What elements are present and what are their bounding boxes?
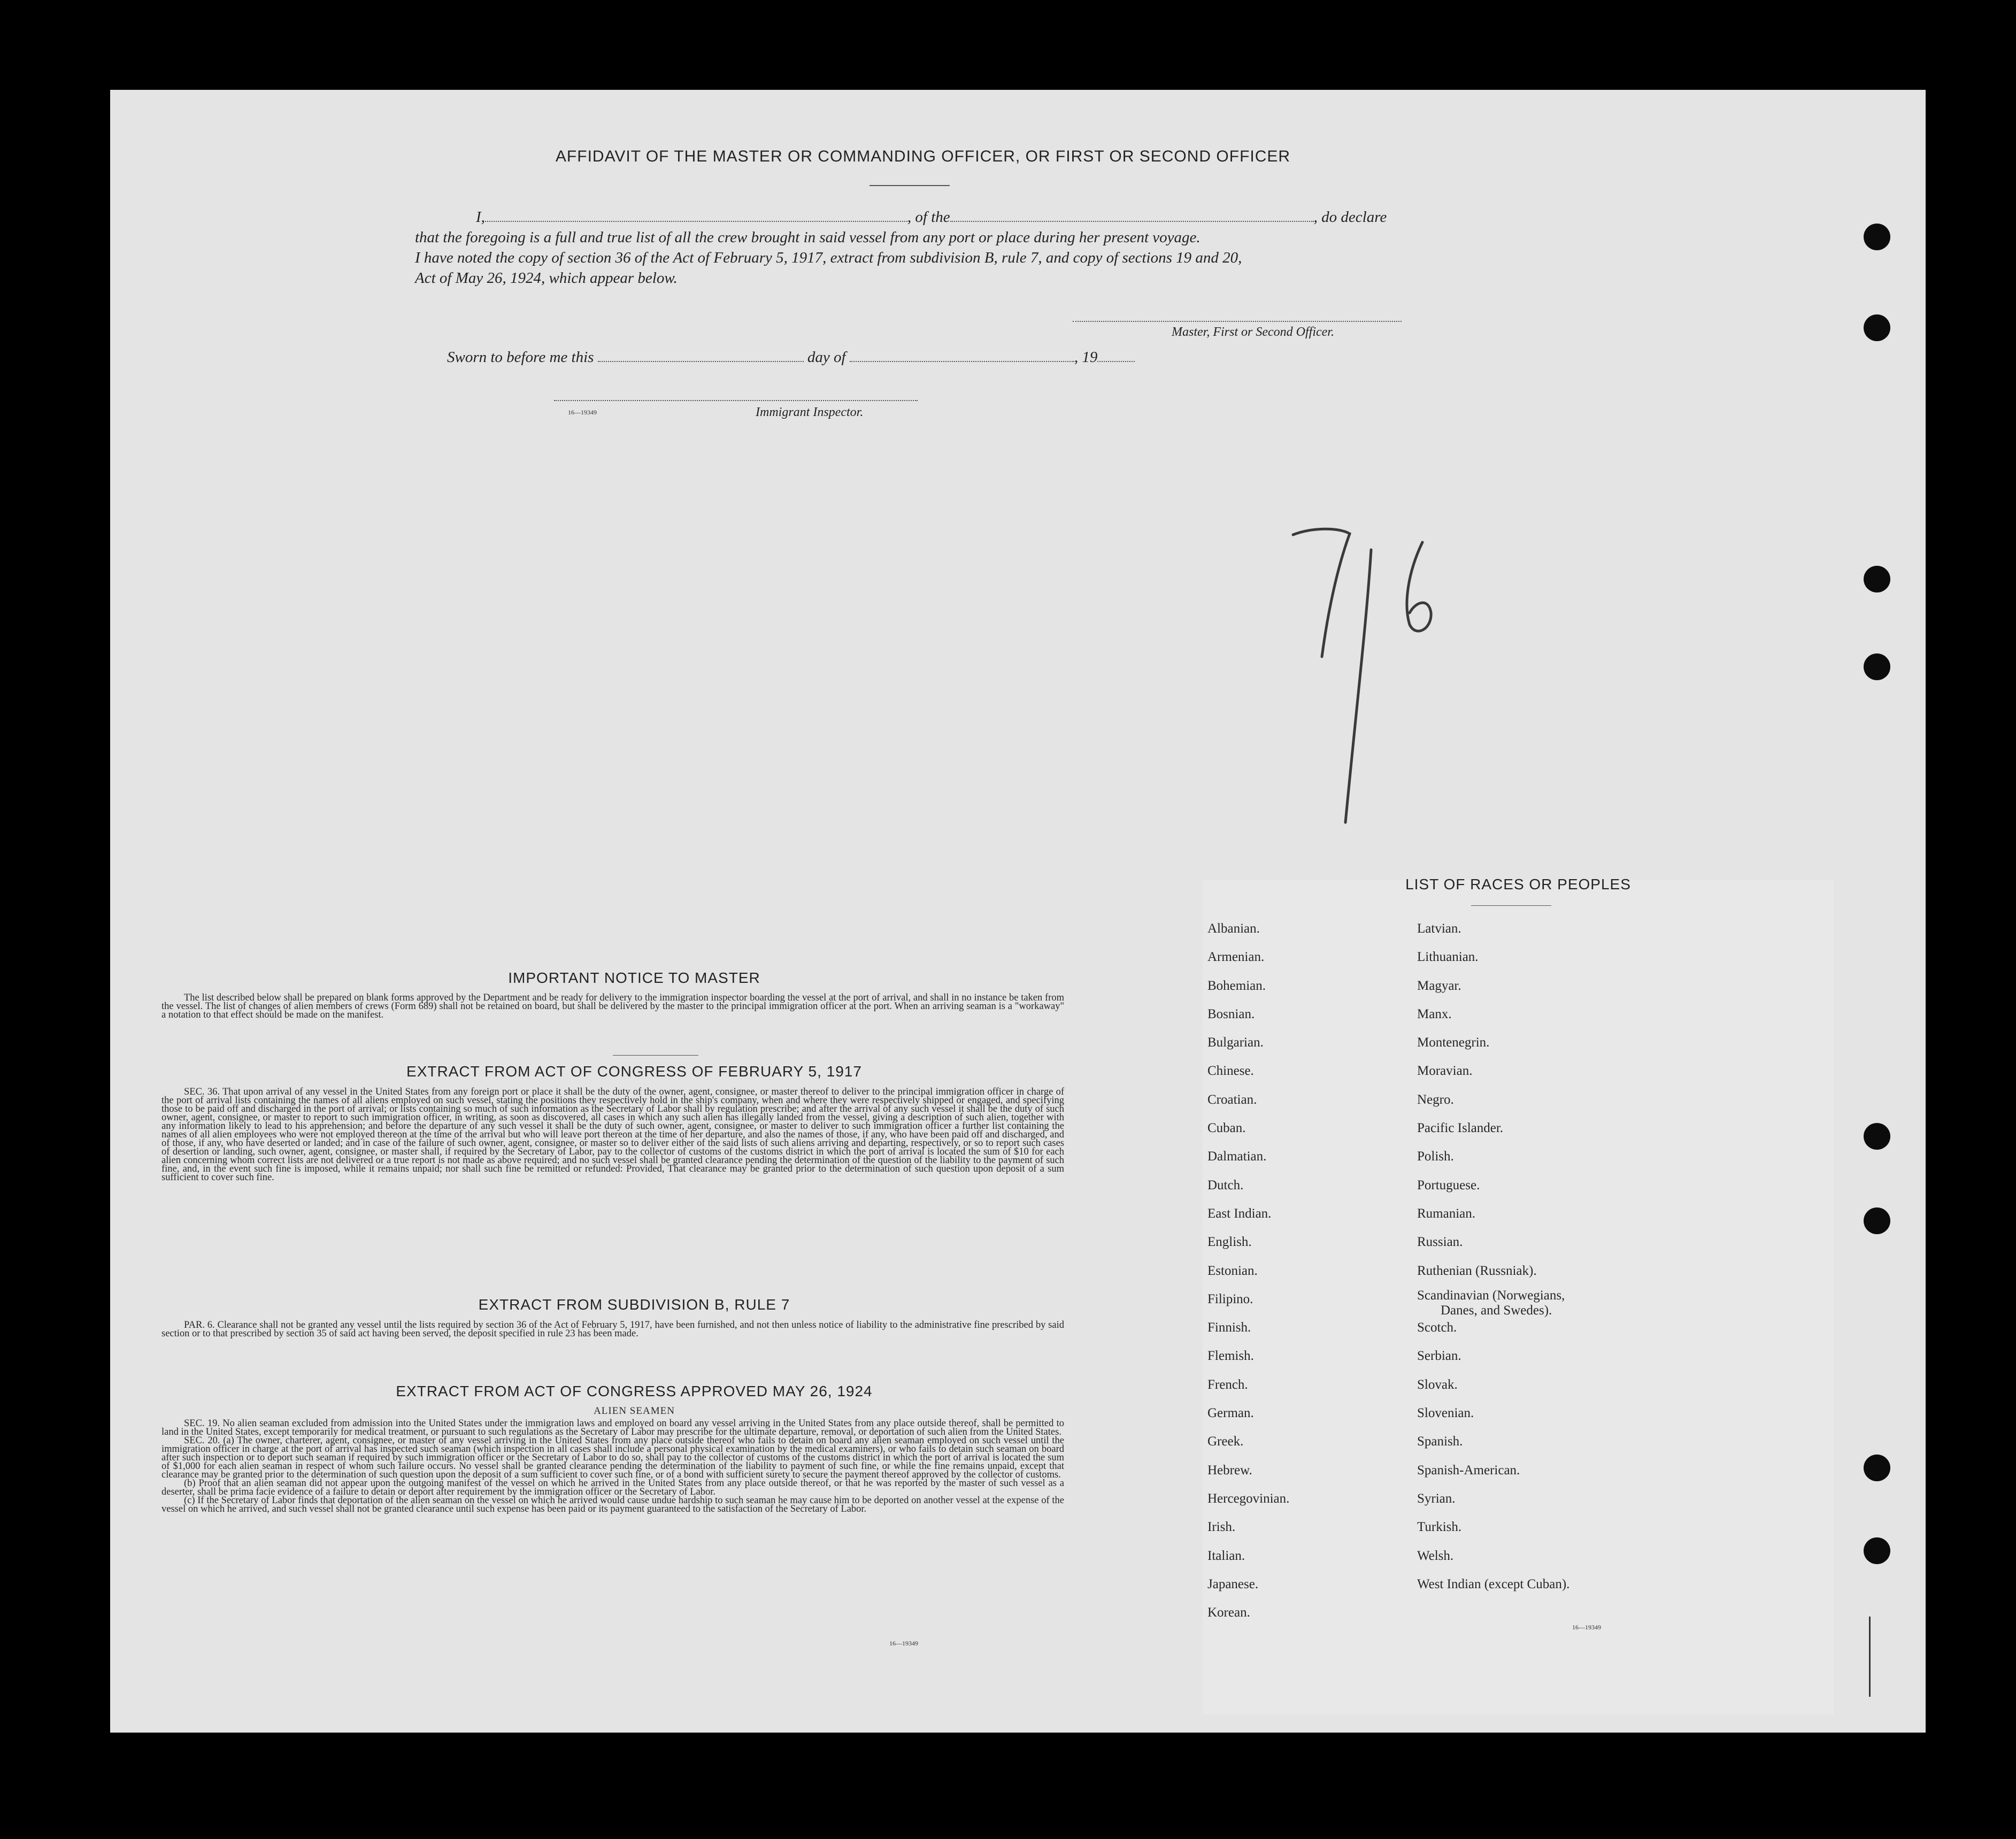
race-item: [1207, 1028, 1289, 1057]
race-name: Scotch.: [1417, 1320, 1457, 1335]
race-name: Italian.: [1207, 1548, 1245, 1563]
extract-rule7-text: [161, 1321, 1064, 1338]
race-name: Estonian.: [1207, 1263, 1258, 1278]
race-item: [1417, 1285, 1569, 1318]
race-item: [1207, 972, 1289, 1000]
affidavit-declare: , do declare: [1313, 209, 1387, 226]
race-item: [1207, 1228, 1289, 1256]
affidavit-of-the: , of the: [907, 209, 950, 226]
race-item: [1417, 1199, 1569, 1228]
races-left-column: [1207, 914, 1289, 1627]
race-name: Flemish.: [1207, 1349, 1254, 1364]
race-item: [1417, 1484, 1569, 1513]
race-name: Korean.: [1207, 1605, 1250, 1620]
race-item: [1417, 1142, 1569, 1171]
binder-hole-1: [1864, 224, 1890, 250]
notice-title: IMPORTANT NOTICE TO MASTER: [508, 969, 760, 986]
extract-form-number: 16—19349: [889, 1640, 918, 1647]
race-item: [1207, 1427, 1289, 1456]
sec20b-paragraph: (b) Proof that an alien seaman did not appear upon the outgoing manifest of the vessel on which he arrived in the United States from any place outside thereof, or that he was reported by the master of such vessel as a deserter, shall be prima facie evidence of a failure to detain or deport after requirement by the immigration officer or the Secretary of Labor.: [161, 1478, 1064, 1497]
race-item: [1207, 1142, 1289, 1171]
race-item: [1417, 1371, 1569, 1399]
binder-hole-3: [1864, 566, 1890, 593]
race-item: [1207, 1399, 1289, 1427]
race-item: [1207, 1598, 1289, 1627]
race-item: [1207, 1257, 1289, 1285]
race-name: Manx.: [1417, 1006, 1452, 1021]
binder-hole-2: [1864, 314, 1890, 341]
notice-rule: [613, 1055, 698, 1056]
race-name: Spanish.: [1417, 1434, 1463, 1449]
race-name: Finnish.: [1207, 1320, 1251, 1335]
inspector-signature-field[interactable]: [554, 400, 918, 401]
race-name: Turkish.: [1417, 1520, 1462, 1535]
race-name: Hebrew.: [1207, 1463, 1252, 1478]
sec20a-paragraph: SEC. 20. (a) The owner, charterer, agent, consignee, or master of any vessel arriving in the United States from any place outside thereof who fails to detain on board any alien seaman employed on such vessel until the immigration officer in charge at the port of arrival has inspected such seaman (which inspection in all cases shall include a personal physical examination by the medical examiners), or who fails to detain such seaman on board after such inspection or to deport such seaman if required by such immigration officer or the Secretary of Labor to do so, shall pay to the collector of customs of the customs district in which the port of arrival is located the sum of $1,000 for each alien seaman in respect of whom such failure occurs. No vessel shall be granted clearance pending the determination of the liability to payment of such fine, or while the fine remains unpaid, except that clearance may be granted prior to the determination of such question upon the deposit of a sum sufficient to cover such fine, or of a bond with sufficient surety to secure the payment thereof approved by the collector of customs.: [161, 1435, 1064, 1480]
race-name: Pacific Islander.: [1417, 1121, 1504, 1136]
race-name: Irish.: [1207, 1520, 1236, 1535]
race-name: Japanese.: [1207, 1576, 1259, 1591]
race-item: [1417, 1257, 1569, 1285]
affidavit-form-number: 16—19349: [568, 409, 597, 416]
race-name: Dalmatian.: [1207, 1149, 1267, 1164]
affidavit-line-2: that the foregoing is a full and true list of all the crew brought in said vessel from any port or place during her present voyage.: [415, 229, 1201, 246]
affidavit-title: AFFIDAVIT OF THE MASTER OR COMMANDING OFFICER, OR FIRST OR SECOND OFFICER: [555, 148, 1291, 165]
race-name: Greek.: [1207, 1434, 1244, 1449]
race-name: Hercegovinian.: [1207, 1491, 1290, 1506]
race-name: Dutch.: [1207, 1178, 1244, 1192]
extract-1924-title: EXTRACT FROM ACT OF CONGRESS APPROVED MAY 26, 1924: [396, 1383, 873, 1399]
race-item: [1417, 1171, 1569, 1199]
sworn-day-label: day of: [807, 349, 846, 366]
name-field[interactable]: [485, 221, 907, 222]
race-name: Slovak.: [1417, 1377, 1458, 1392]
race-item: [1207, 1171, 1289, 1199]
race-name: Negro.: [1417, 1092, 1454, 1107]
race-item: [1417, 1513, 1569, 1541]
race-name: Serbian.: [1417, 1349, 1461, 1364]
race-name: Lithuanian.: [1417, 950, 1479, 965]
alien-seamen-subtitle: ALIEN SEAMEN: [594, 1405, 675, 1417]
race-name: Portuguese.: [1417, 1178, 1480, 1192]
sworn-year-label: , 19: [1074, 349, 1098, 366]
race-name: West Indian (except Cuban).: [1417, 1576, 1570, 1591]
race-item: [1417, 1342, 1569, 1370]
race-name: Bohemian.: [1207, 978, 1266, 993]
pen-mark: [1869, 1617, 1871, 1697]
binder-hole-8: [1864, 1537, 1890, 1564]
binder-hole-5: [1864, 1123, 1890, 1150]
race-item: [1417, 1057, 1569, 1085]
race-item: [1207, 1114, 1289, 1142]
races-right-column: [1417, 914, 1569, 1598]
affidavit-line-1: [476, 209, 1545, 226]
notice-paragraph: The list described below shall be prepared on blank forms approved by the Department and be ready for delivery to the immigration inspector boarding the vessel at the port of arrival, and shall in no instance be taken from the vessel. The list of changes of alien members of crews (Form 689) shall not be retained on board, but shall be delivered by the master to the principal immigration officer at the port. When an arriving seaman is a "workaway" a notation to that effect should be made on the manifest.: [161, 992, 1064, 1020]
inspector-label: Immigrant Inspector.: [756, 405, 864, 419]
race-name: Ruthenian (Russniak).: [1417, 1263, 1537, 1278]
extract-1917-text: [161, 1088, 1064, 1182]
race-name: Montenegrin.: [1417, 1035, 1490, 1050]
par6-paragraph: PAR. 6. Clearance shall not be granted any vessel until the lists required by section 36 of the Act of February 5, 1917, have been furnished, and not then unless notice of liability to the administrative fine prescribed by said section or to that prescribed by section 35 of said act having been served, the deposit specified in rule 23 has been made.: [161, 1320, 1064, 1339]
extract-rule7-title: EXTRACT FROM SUBDIVISION B, RULE 7: [478, 1296, 790, 1313]
race-item: [1207, 1057, 1289, 1085]
race-name: Russian.: [1417, 1235, 1463, 1250]
races-rule: [1471, 905, 1551, 906]
race-name: Syrian.: [1417, 1491, 1456, 1506]
sec20c-paragraph: (c) If the Secretary of Labor finds that deportation of the alien seaman on the vessel on which he arrived would cause undue hardship to such seaman he may cause him to be deported on another vessel at the expense of the vessel on which he arrived, and such vessel shall not be granted clearance until such expense has been paid or its payment guaranteed to the satisfaction of the Secretary of Labor.: [161, 1495, 1064, 1514]
race-item: [1207, 1199, 1289, 1228]
race-item: [1417, 1542, 1569, 1570]
race-item: [1417, 972, 1569, 1000]
affidavit-line-3: I have noted the copy of section 36 of the Act of February 5, 1917, extract from subdivision B, rule 7, and copy of sections 19 and 20,: [415, 249, 1242, 266]
race-item: [1417, 943, 1569, 971]
sec19-paragraph: SEC. 19. No alien seaman excluded from admission into the United States under the immigration laws and employed on board any vessel arriving in the United States from any place outside thereof, shall be permitted to land in the United States, except temporarily for medical treatment, or pursuant to such regulations as the Secretary of Labor may prescribe for the ultimate departure, removal, or deportation of such alien from the United States.: [161, 1418, 1064, 1437]
sworn-prefix: Sworn to before me this: [447, 349, 594, 366]
race-item: [1417, 914, 1569, 943]
race-item: [1417, 1028, 1569, 1057]
title-rule: [870, 185, 950, 186]
race-item: [1417, 1570, 1569, 1598]
race-item: [1417, 1086, 1569, 1114]
race-name: Chinese.: [1207, 1064, 1254, 1079]
master-label: Master, First or Second Officer.: [1172, 325, 1334, 339]
race-name: Welsh.: [1417, 1548, 1454, 1563]
race-name: Latvian.: [1417, 921, 1461, 936]
race-item: [1207, 1456, 1289, 1484]
sworn-month-field[interactable]: [850, 361, 1074, 362]
race-item: [1417, 1114, 1569, 1142]
sworn-date-field[interactable]: [598, 361, 804, 362]
binder-hole-4: [1864, 653, 1890, 680]
race-item: [1207, 1342, 1289, 1370]
binder-hole-7: [1864, 1455, 1890, 1481]
notice-text: [161, 994, 1064, 1019]
race-name: Armenian.: [1207, 950, 1265, 965]
race-item: [1207, 1570, 1289, 1598]
race-name: Spanish-American.: [1417, 1463, 1520, 1478]
sec36-paragraph: SEC. 36. That upon arrival of any vessel in the United States from any foreign port or place it shall be the duty of the owner, agent, consignee, or master thereof to deliver to the principal immigration officer in charge of the port of arrival lists containing the names of all aliens employed on such vessel, stating the positions they respectively hold in the ship's company, when and where they were respectively shipped or engaged, and specifying those to be paid off and discharged in the port of arrival; or lists containing so much of such information as the Secretary of Labor shall by regulation prescribe; and after the arrival of any such vessel it shall be the duty of such owner, agent, consignee, or master to report to such immigration officer, in writing, as soon as discovered, all cases in which any such alien has illegally landed from the vessel, giving a description of such alien, together with any information likely to lead to his apprehension; and before the departure of any such vessel it shall be the duty of such owner, agent, consignee, or master to deliver to such immigration officer a further list containing the names of all alien employees who were not employed thereon at the time of the arrival but who will leave port thereon at the time of her departure, and also the names of those, if any, who have been paid off and discharged, and of those, if any, who have deserted or landed; and in case of the failure of such owner, agent, consignee, or master so to deliver either of the said lists of such aliens arriving and departing, respectively, or so to report such cases of desertion or landing, such owner, agent, consignee, or master shall, if required by the Secretary of Labor, pay to the collector of customs of the customs district in which the port of arrival is located the sum of $10 for each alien concerning whom correct lists are not delivered or a true report is not made as above required; and no such vessel shall be granted clearance pending the determination of the question of the liability to the payment of such fine, and, in the event such fine is imposed, while it remains unpaid; nor shall such fine be remitted or refunded: Provided, That clearance may be granted prior to the determination of such question upon deposit of a sum sufficient to cover such fine.: [161, 1087, 1064, 1183]
race-name: Cuban.: [1207, 1121, 1246, 1136]
race-name: French.: [1207, 1377, 1248, 1392]
race-name: Croatian.: [1207, 1092, 1257, 1107]
race-item: [1207, 914, 1289, 943]
race-item: [1207, 1285, 1289, 1313]
race-name: Filipino.: [1207, 1291, 1253, 1306]
binder-hole-6: [1864, 1207, 1890, 1234]
affidavit-i: I,: [476, 209, 485, 226]
race-name: East Indian.: [1207, 1206, 1272, 1221]
extract-1924-text: [161, 1419, 1064, 1513]
sworn-year-field[interactable]: [1097, 361, 1135, 362]
vessel-field[interactable]: [950, 221, 1314, 222]
race-name: German.: [1207, 1406, 1254, 1421]
races-title: LIST OF RACES OR PEOPLES: [1405, 876, 1631, 892]
race-item: [1207, 1484, 1289, 1513]
race-item: [1417, 1228, 1569, 1256]
race-name: English.: [1207, 1235, 1252, 1250]
race-item: [1417, 1399, 1569, 1427]
race-name: Albanian.: [1207, 921, 1260, 936]
races-form-number: 16—19349: [1572, 1623, 1601, 1631]
race-item: [1417, 1427, 1569, 1456]
race-name: Rumanian.: [1417, 1206, 1476, 1221]
race-item: [1207, 1371, 1289, 1399]
race-item: [1207, 1000, 1289, 1028]
handwritten-note: [1276, 523, 1458, 855]
race-name: Moravian.: [1417, 1064, 1473, 1079]
master-signature-field[interactable]: [1073, 321, 1402, 322]
race-name: Bosnian.: [1207, 1006, 1255, 1021]
affidavit-line-4: Act of May 26, 1924, which appear below.: [415, 270, 678, 287]
race-item: [1207, 1313, 1289, 1342]
race-name: Polish.: [1417, 1149, 1454, 1164]
race-item: [1417, 1000, 1569, 1028]
race-name: Slovenian.: [1417, 1406, 1474, 1421]
race-item: [1207, 1086, 1289, 1114]
sworn-line: [447, 349, 1135, 366]
race-item: [1207, 1542, 1289, 1570]
race-name-continued: Danes, and Swedes).: [1441, 1303, 1552, 1318]
race-name: Magyar.: [1417, 978, 1461, 993]
document-page: [110, 90, 1926, 1733]
race-name: Scandinavian (Norwegians,: [1417, 1288, 1565, 1303]
race-item: [1207, 1513, 1289, 1541]
race-item: [1207, 943, 1289, 971]
race-name: Bulgarian.: [1207, 1035, 1264, 1050]
race-item: [1417, 1456, 1569, 1484]
extract-1917-title: EXTRACT FROM ACT OF CONGRESS OF FEBRUARY 5, 1917: [406, 1063, 862, 1080]
